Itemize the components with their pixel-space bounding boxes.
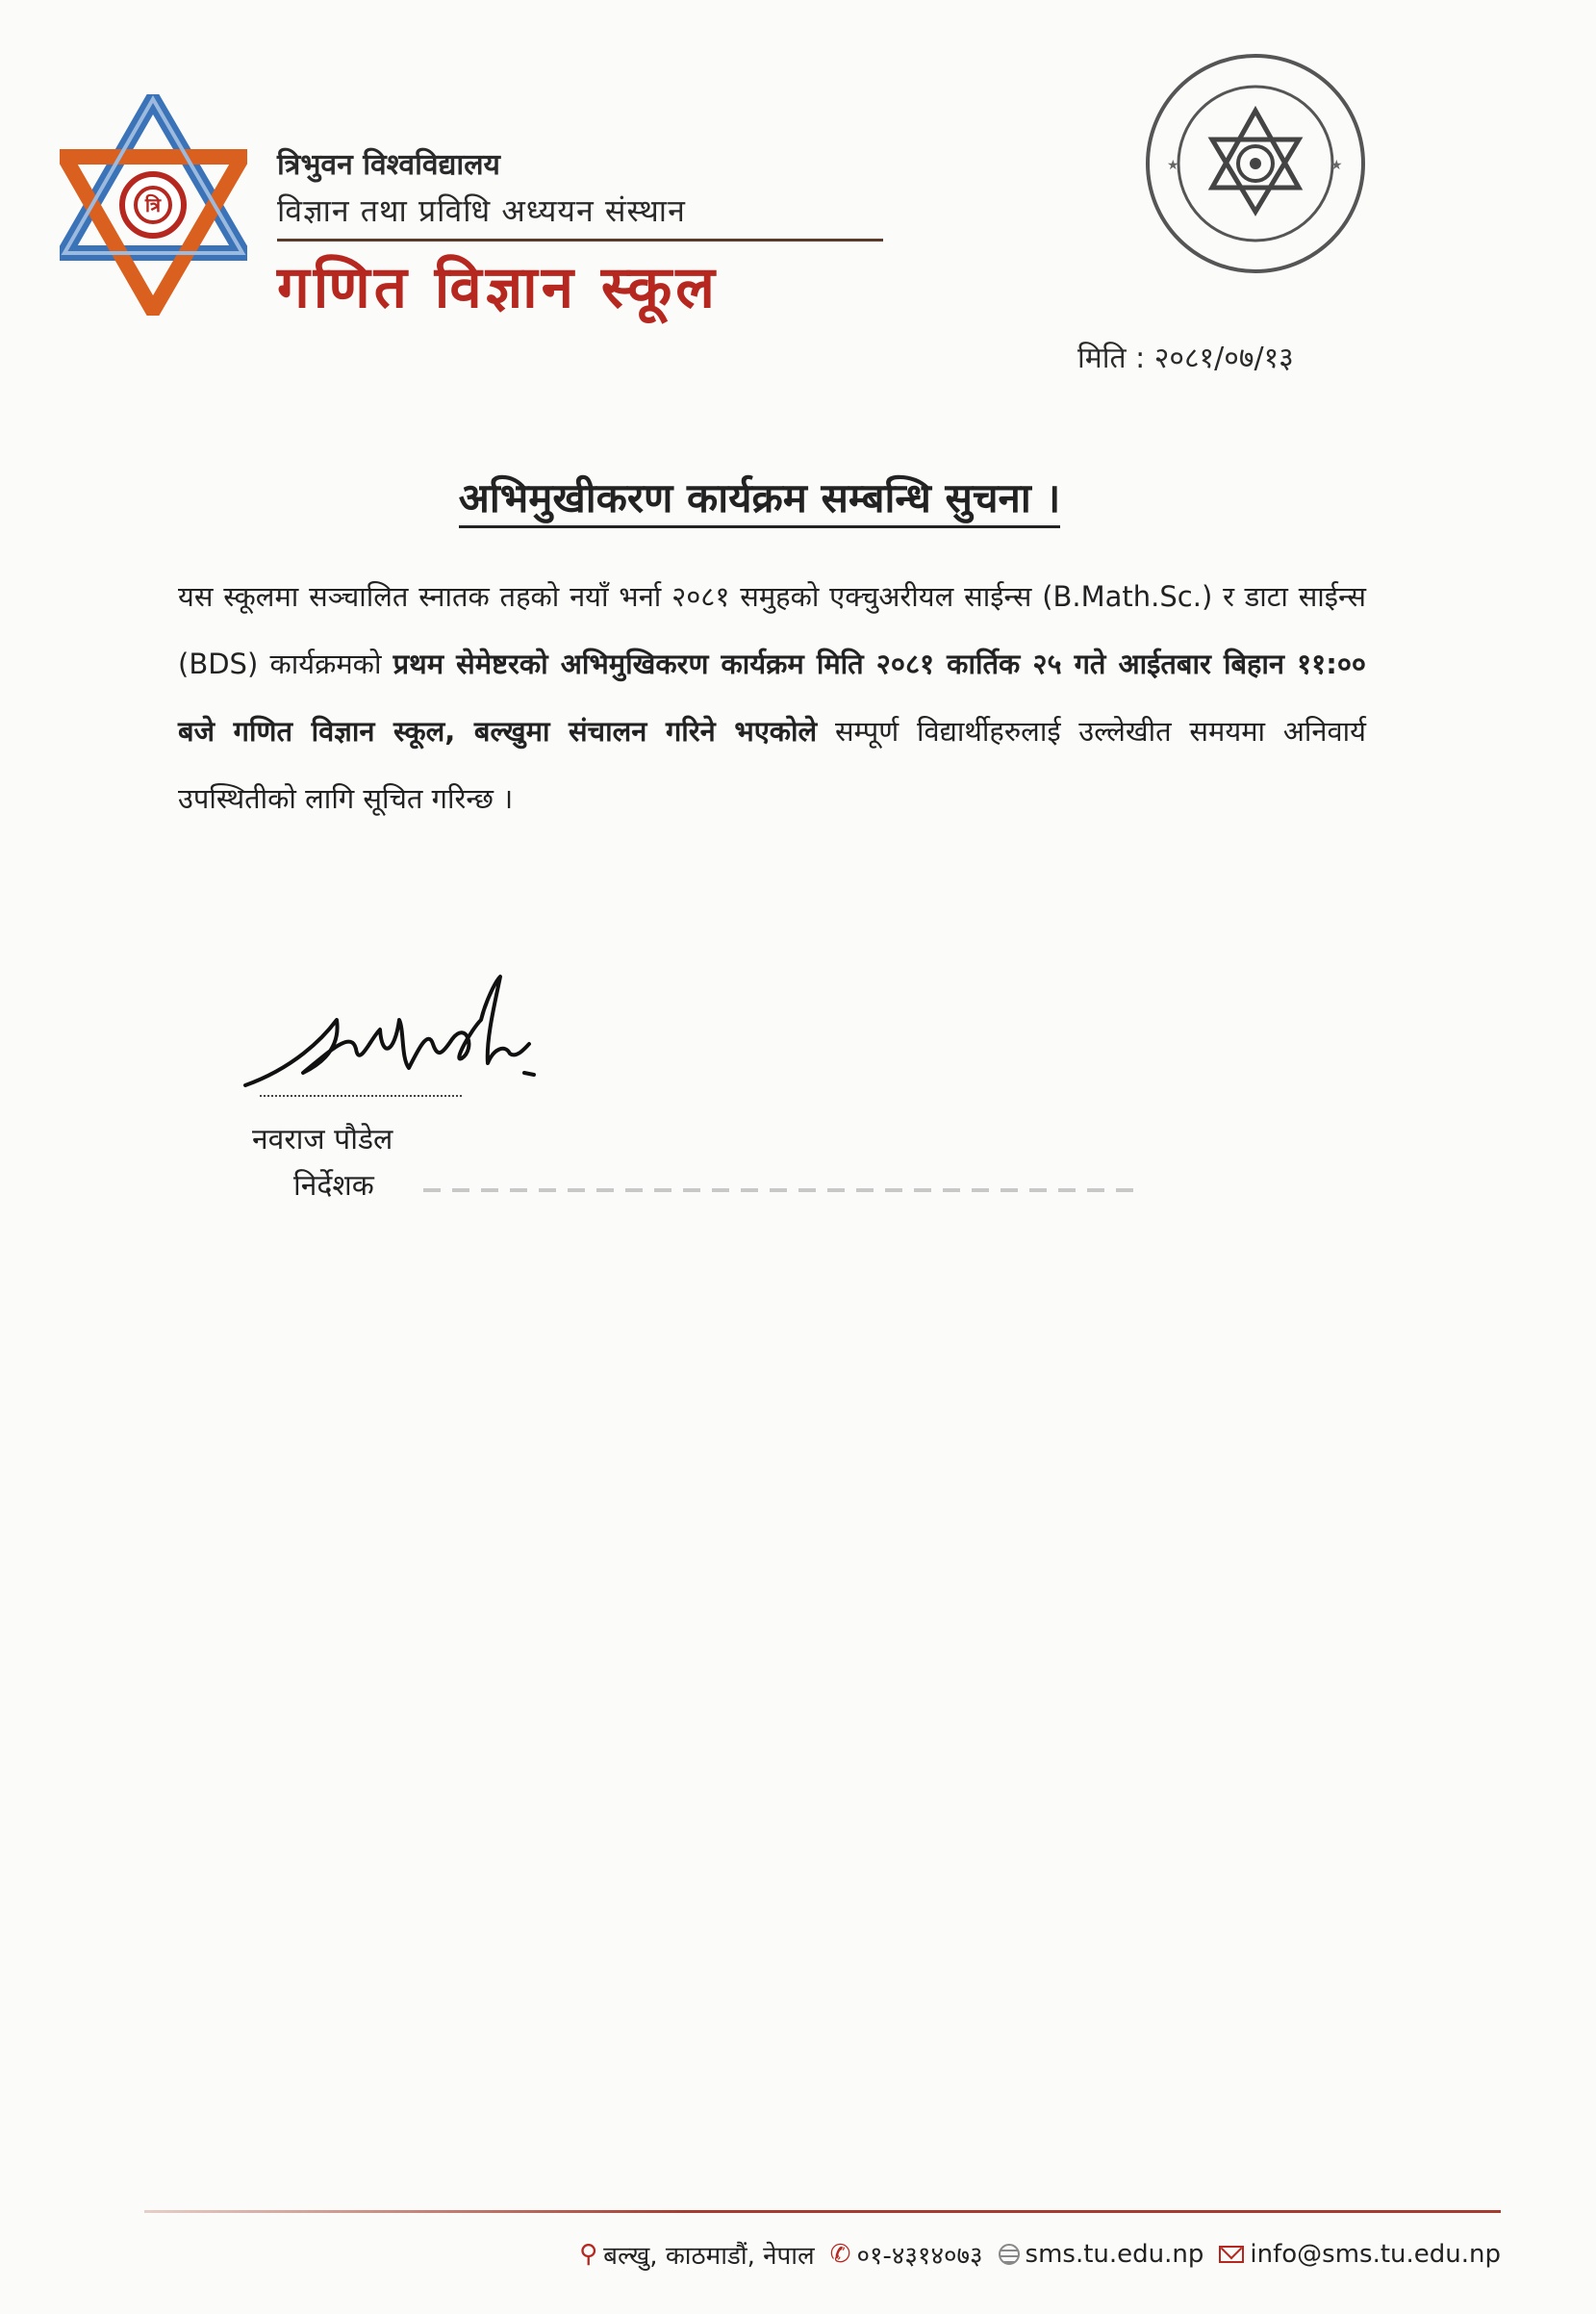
globe-icon — [999, 2244, 1020, 2265]
tribhuvan-university-logo — [60, 94, 247, 316]
footer-contact — [519, 2230, 1501, 2278]
footer-phone — [830, 2237, 983, 2272]
envelope-icon — [1219, 2246, 1244, 2263]
signatory-name: नवराज पौडेल — [252, 1123, 393, 1157]
footer-divider — [144, 2210, 1501, 2213]
svg-text:★: ★ — [1167, 158, 1179, 173]
signatory-designation: निर्देशक — [293, 1169, 374, 1203]
body-highlight: प्रथम सेमेष्टरको अभिमुखिकरण कार्यक्रम मिति २०८१ कार्तिक २५ गते आईतबार बिहान ११:०० बजे गणित विज्ञान स्कूल, बल्खुमा संचालन गरिने भएकोले — [178, 648, 1367, 748]
body-closing: सम्पूर्ण विद्यार्थीहरुलाई उल्लेखीत समयमा अनिवार्य उपस्थितीको लागि सूचित गरिन्छ । — [178, 715, 1366, 815]
signature-line — [260, 1095, 462, 1097]
address-text: बल्खु, काठमाडौं, नेपाल — [603, 2242, 815, 2271]
letterhead — [277, 144, 893, 326]
notice-body — [178, 563, 1366, 832]
notice-date: मिति : २०८१/०७/१३ — [1077, 342, 1294, 375]
letterhead-divider — [277, 239, 883, 242]
svg-text:★: ★ — [1330, 158, 1343, 173]
university-name: त्रिभुवन विश्वविद्यालय — [277, 148, 500, 182]
svg-text:त्रि: त्रि — [144, 193, 162, 216]
notice-title-wrap — [0, 470, 1596, 524]
email-text: info@sms.tu.edu.np — [1250, 2240, 1501, 2269]
body-intro: यस स्कूलमा सञ्चालित स्नातक तहको नयाँ भर्ना २०८१ समुहको एक्चुअरीयल साईन्स (B.Math.Sc.) र डाटा साईन्स (BDS) कार्यक्रमको — [178, 580, 1366, 680]
footer-email — [1219, 2240, 1501, 2269]
notice-title: अभिमुखीकरण कार्यक्रम सम्बन्धि सुचना । — [459, 474, 1061, 528]
phone-icon: ✆ — [829, 2240, 851, 2269]
institute-name: विज्ञान तथा प्रविधि अध्ययन संस्थान — [277, 192, 686, 229]
phone-text: ०१-४३१४०७३ — [856, 2242, 983, 2271]
footer-website — [999, 2240, 1204, 2269]
director-signature — [236, 962, 582, 1106]
footer-address — [579, 2237, 815, 2272]
website-text: sms.tu.edu.np — [1025, 2240, 1204, 2269]
location-pin-icon: ⚲ — [579, 2240, 598, 2269]
official-seal-stamp — [1140, 48, 1371, 279]
school-name: गणित विज्ञान स्कूल — [277, 254, 719, 321]
faint-bleedthrough-line — [423, 1188, 1135, 1192]
